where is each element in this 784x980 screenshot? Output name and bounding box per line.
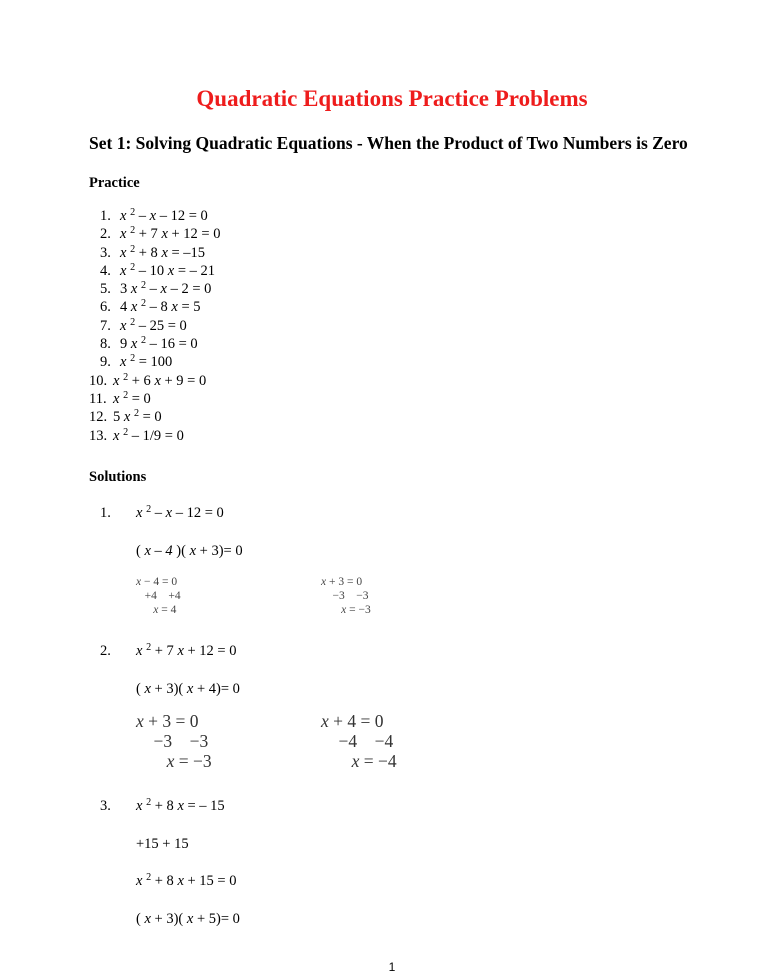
practice-item-number: 5. [100, 281, 111, 298]
practice-item-number: 6. [100, 299, 111, 316]
page-title: Quadratic Equations Practice Problems [196, 86, 588, 111]
practice-item-equation: x $^2$ – 10 x = – 21 [120, 261, 215, 279]
solution-3-number: 3. [100, 798, 111, 814]
practice-item-equation: x $^2$ + 7 x + 12 = 0 [120, 225, 221, 243]
practice-item-equation: x $^2$ = 100 [120, 353, 173, 371]
practice-item-number: 2. [100, 226, 111, 243]
practice-item-number: 13. [89, 427, 108, 444]
solution-1-equation: x $^2$ – x – 12 = 0 [136, 504, 224, 521]
solution-3-rewritten: x $^2$ + 8 x + 15 = 0 [136, 872, 237, 889]
solution-3-step: +15 + 15 [136, 836, 189, 852]
set-heading: Set 1: Solving Quadratic Equations - When the Product of Two Numbers is Zero [89, 133, 688, 153]
solution-1-number: 1. [100, 505, 111, 521]
solution-2-work-right: x + 4 = 0 −4 −4 x = −4 [321, 711, 397, 771]
practice-item-number: 8. [100, 336, 111, 353]
practice-item-equation: 4 x $^2$ – 8 x = 5 [120, 298, 201, 316]
solution-3-equation: x $^2$ + 8 x = – 15 [136, 797, 225, 814]
practice-item-number: 11. [89, 390, 107, 407]
practice-item-number: 4. [100, 262, 111, 279]
practice-item-number: 3. [100, 244, 111, 261]
practice-item-equation: x $^2$ – 25 = 0 [120, 316, 187, 334]
solution-3-factored: ( x + 3)( x + 5)= 0 [136, 911, 240, 927]
solution-2-work-left: x + 3 = 0 −3 −3 x = −3 [136, 711, 212, 771]
page-number: 1 [388, 960, 396, 974]
practice-heading: Practice [89, 175, 140, 191]
practice-item-number: 7. [100, 317, 111, 334]
practice-item-number: 9. [100, 354, 111, 371]
practice-item-number: 1. [100, 208, 111, 224]
practice-item-equation: 3 x $^2$ – x – 2 = 0 [120, 280, 212, 298]
practice-item-equation: 5 x $^2$ = 0 [113, 408, 162, 426]
solution-2-factored: ( x + 3)( x + 4)= 0 [136, 681, 240, 697]
practice-item-equation: x $^2$ – x – 12 = 0 [120, 207, 208, 224]
practice-item-number: 10. [89, 372, 108, 389]
solution-1-work-left: x − 4 = 0 +4 +4 x = 4 [136, 576, 181, 616]
solutions-heading: Solutions [89, 469, 147, 485]
solution-2-equation: x $^2$ + 7 x + 12 = 0 [136, 642, 237, 659]
practice-item-equation: x $^2$ + 8 x = –15 [120, 243, 206, 261]
practice-item-equation: x $^2$ + 6 x + 9 = 0 [113, 371, 207, 389]
solution-1-factored: ( x – 4 )( x + 3)= 0 [136, 543, 243, 559]
practice-item-equation: x $^2$ – 1/9 = 0 [113, 426, 184, 444]
solution-2-number: 2. [100, 643, 111, 659]
practice-item-number: 12. [89, 409, 108, 426]
practice-item-equation: x $^2$ = 0 [113, 389, 151, 407]
solution-1-work-right: x + 3 = 0 −3 −3 x = −3 [321, 576, 371, 616]
practice-item-equation: 9 x $^2$ – 16 = 0 [120, 335, 198, 353]
